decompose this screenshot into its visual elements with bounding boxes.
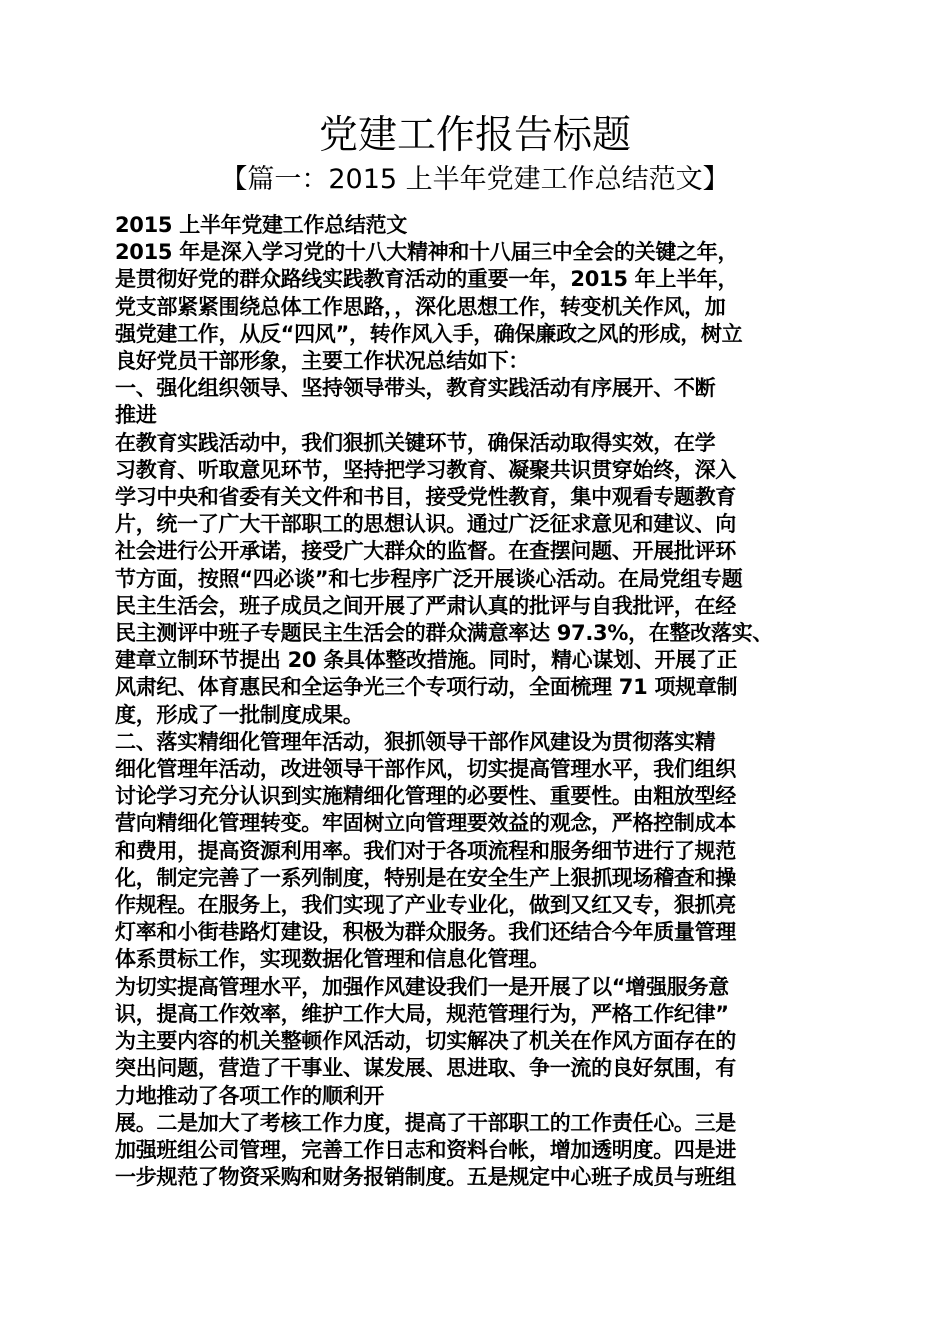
body-line: 良好党员干部形象，主要工作状况总结如下： (115, 349, 529, 374)
body-line: 展。二是加大了考核工作力度，提高了干部职工的工作责任心。三是 (115, 1110, 736, 1135)
body-line: 片，统一了广大干部职工的思想认识。通过广泛征求意见和建议、向 (115, 512, 736, 537)
body-line: 民主生活会，班子成员之间开展了严肃认真的批评与自我批评，在经 (115, 593, 736, 618)
body-line: 社会进行公开承诺，接受广大群众的监督。在查摆问题、开展批评环 (115, 539, 736, 564)
body-line: 一、强化组织领导、坚持领导带头，教育实践活动有序展开、不断 (115, 376, 716, 401)
body-line: 和费用，提高资源利用率。我们对于各项流程和服务细节进行了规范 (115, 838, 736, 863)
body-line: 2015 年是深入学习党的十八大精神和十八届三中全会的关键之年， (115, 240, 739, 265)
body-line: 为主要内容的机关整顿作风活动，切实解决了机关在作风方面存在的 (115, 1029, 736, 1054)
body-line: 加强班组公司管理，完善工作日志和资料台帐，增加透明度。四是进 (115, 1137, 736, 1162)
body-line: 节方面，按照“四必谈”和七步程序广泛开展谈心活动。在局党组专题 (115, 566, 743, 591)
body-line: 建章立制环节提出 20 条具体整改措施。同时，精心谋划、开展了正 (115, 648, 738, 673)
document-subtitle: 【篇一：2015 上半年党建工作总结范文】 (220, 164, 730, 195)
body-line: 力地推动了各项工作的顺利开 (115, 1083, 385, 1108)
body-line: 化，制定完善了一系列制度，特别是在安全生产上狠抓现场稽查和操 (115, 865, 736, 890)
body-line: 识，提高工作效率，维护工作大局，规范管理行为，严格工作纪律” (115, 1001, 729, 1026)
body-line: 风肃纪、体育惠民和全运争光三个专项行动，全面梳理 71 项规章制 (115, 675, 738, 700)
body-line: 学习中央和省委有关文件和书目，接受党性教育，集中观看专题教育 (115, 485, 736, 510)
body-line: 体系贯标工作，实现数据化管理和信息化管理。 (115, 947, 550, 972)
body-line: 突出问题，营造了干事业、谋发展、思进取、争一流的良好氛围，有 (115, 1056, 736, 1081)
document-title: 党建工作报告标题 (318, 113, 631, 158)
body-line: 细化管理年活动，改进领导干部作风，切实提高管理水平，我们组织 (115, 757, 736, 782)
body-line: 二、落实精细化管理年活动，狠抓领导干部作风建设为贯彻落实精 (115, 729, 716, 754)
body-line: 是贯彻好党的群众路线实践教育活动的重要一年，2015 年上半年， (115, 267, 739, 292)
body-line: 强党建工作，从反“四风”，转作风入手，确保廉政之风的形成，树立 (115, 321, 743, 346)
body-line: 作规程。在服务上，我们实现了产业专业化，做到又红又专，狠抓亮 (115, 893, 736, 918)
body-line: 习教育、听取意见环节，坚持把学习教育、凝聚共识贯穿始终，深入 (115, 457, 736, 482)
document-body (115, 212, 850, 1191)
body-line: 在教育实践活动中，我们狠抓关键环节，确保活动取得实效，在学 (115, 430, 716, 455)
body-line: 为切实提高管理水平，加强作风建设我们一是开展了以“增强服务意 (115, 974, 729, 999)
body-line: 营向精细化管理转变。牢固树立向管理要效益的观念，严格控制成本 (115, 811, 736, 836)
body-line: 讨论学习充分认识到实施精细化管理的必要性、重要性。由粗放型经 (115, 784, 736, 809)
body-line: 度，形成了一批制度成果。 (115, 702, 364, 727)
body-line: 党支部紧紧围绕总体工作思路，，深化思想工作，转变机关作风，加 (115, 294, 726, 319)
body-line: 灯率和小街巷路灯建设，积极为群众服务。我们还结合今年质量管理 (115, 920, 736, 945)
body-line: 一步规范了物资采购和财务报销制度。五是规定中心班子成员与班组 (115, 1165, 736, 1190)
body-line: 推进 (115, 403, 157, 428)
body-line: 民主测评中班子专题民主生活会的群众满意率达 97.3%，在整改落实、 (115, 621, 773, 646)
body-line: 2015 上半年党建工作总结范文 (115, 213, 407, 237)
